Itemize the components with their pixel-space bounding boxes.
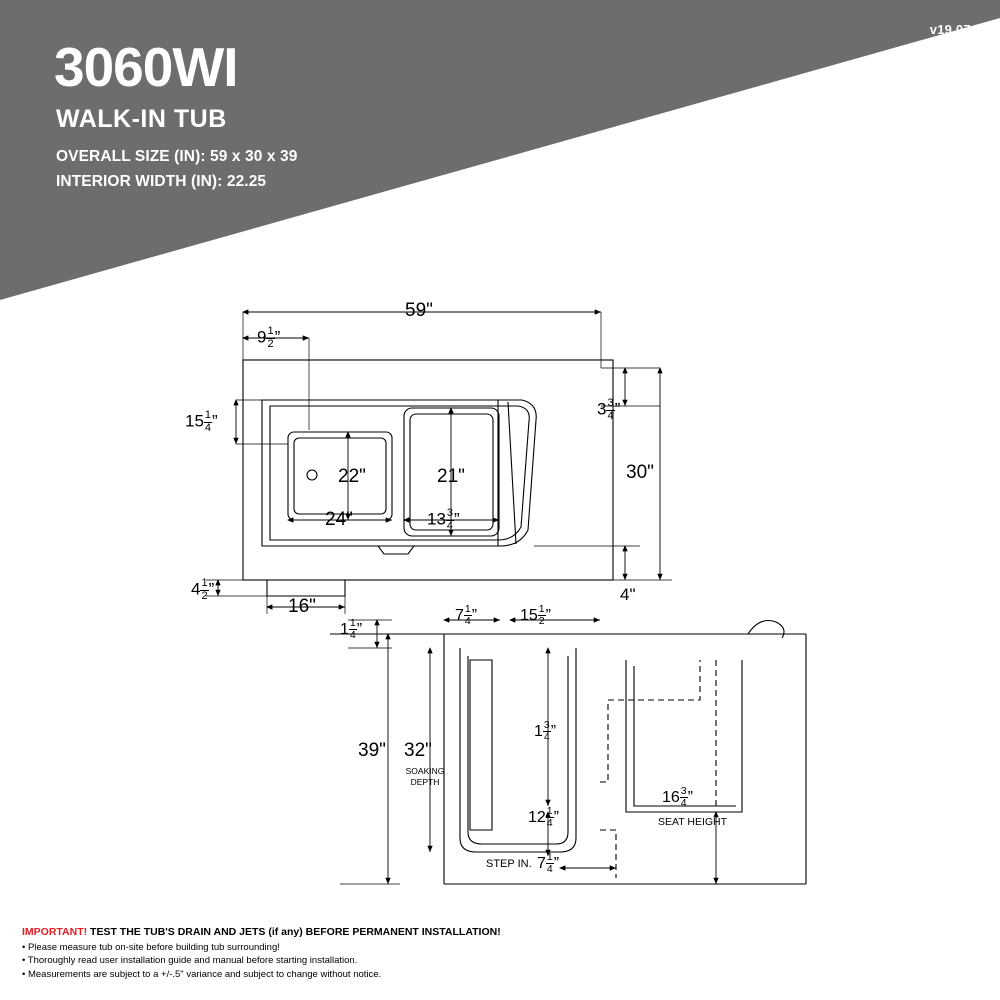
footer-bullet-2: • Thoroughly read user installation guide and manual before starting installation. [22,955,358,967]
dim-num: 1 [546,805,553,817]
seat-height-caption: SEAT HEIGHT [658,816,728,828]
dim-num: 1 [349,617,356,629]
dim-den: 4 [349,629,356,642]
dim-whole: 13 [427,509,446,529]
dim-soaking-32: 32" [404,740,432,761]
dim-den: 4 [680,797,687,810]
dim-bottom-4: 4" [620,585,636,604]
dim-den: 4 [607,409,614,422]
footer-important [22,926,722,938]
dim-den: 2 [201,589,208,602]
dim-seat-24: 24" [325,509,353,530]
dim-whole: 1 [340,620,349,638]
dim-den: 4 [464,615,471,628]
dim-num: 1 [464,603,471,615]
dim-side-15-1-2: 15 $\frac{1}{2}$ ” [520,603,551,628]
dim-whole: 1 [534,722,543,740]
dim-top-59: 59" [405,300,433,321]
soaking-depth-caption [403,766,447,788]
dim-seat-16-3-4: 16 $\frac{3}{4}$ ” [662,785,693,810]
dim-whole: 15 [520,606,538,624]
dim-right-3-3-4: 3 $\frac{3}{4}$ ” [597,397,621,422]
dim-den: 4 [546,817,553,830]
important-text: TEST THE TUB'S DRAIN AND JETS (if any) BEFORE PERMANENT INSTALLATION! [87,925,501,938]
dim-step-in-7-1-4: 7 $\frac{1}{4}$ ” [537,851,560,876]
top-view-group [243,360,613,596]
dim-left-15-1-4: 15 $\frac{1}{4}$ ” [185,409,218,434]
dim-whole: 12 [528,808,546,826]
dim-num: 3 [680,785,687,797]
dim-side-1-3-4: 1 $\frac{3}{4}$ ” [534,719,557,744]
dim-den: 2 [538,615,545,628]
dim-den: 2 [267,337,274,350]
dim-num: 1 [267,325,274,337]
version-label: v19.07.0 [929,22,982,37]
dim-num: 1 [204,409,212,421]
dim-bottom-4-1-2: 4 $\frac{1}{2}$ ” [191,577,215,602]
page-title: 3060WI [54,36,238,98]
side-view-group [330,621,806,885]
top-view-dimensions [206,312,672,614]
dim-side-39: 39" [358,740,386,761]
dim-num: 1 [538,603,545,615]
dim-num: 1 [201,577,208,589]
dim-whole: 7 [537,854,546,872]
dim-den: 4 [543,731,550,744]
interior-width-label: INTERIOR WIDTH (IN): 22.25 [56,173,267,190]
dim-whole: 7 [455,606,464,624]
soaking-depth-text: SOAKING DEPTH [405,766,445,788]
dim-side-1-1-4: 1 $\frac{1}{4}$ ” [340,617,363,642]
dim-side-12-1-4: 12 $\frac{1}{4}$ ” [528,805,559,830]
dim-top-9-1-2: 9 $\frac{1}{2}$ ” [257,325,281,350]
dim-whole: 16 [662,788,680,806]
dim-den: 4 [204,421,212,434]
footer-bullet-3: • Measurements are subject to a +/-.5" variance and subject to change without notice. [22,969,382,981]
dim-bottom-16: 16" [288,596,316,617]
dim-basin-13-3-4: 13 $\frac{3}{4}$ ” [427,507,460,532]
dim-side-7-1-4: 7 $\frac{1}{4}$ ” [455,603,478,628]
dim-whole: 4 [191,579,201,599]
dim-basin-21: 21" [437,466,465,487]
step-in-caption: STEP IN. [486,858,532,870]
dim-whole: 3 [597,399,607,419]
dim-right-30: 30" [626,462,654,483]
footer-bullet-1: • Please measure tub on-site before building tub surrounding! [22,941,280,953]
dim-num: 3 [446,507,454,519]
dim-num: 1 [546,851,553,863]
dim-whole: 15 [185,411,204,431]
product-type-label: WALK-IN TUB [56,105,227,133]
important-tag: IMPORTANT! [22,925,88,938]
dim-num: 3 [543,719,550,731]
dim-whole: 9 [257,327,267,347]
dim-den: 4 [446,519,454,532]
overall-size-label: OVERALL SIZE (IN): 59 x 30 x 39 [56,148,298,165]
dim-seat-22: 22" [338,466,366,487]
dim-num: 3 [607,397,614,409]
footer-notes [22,926,722,982]
dim-den: 4 [546,863,553,876]
